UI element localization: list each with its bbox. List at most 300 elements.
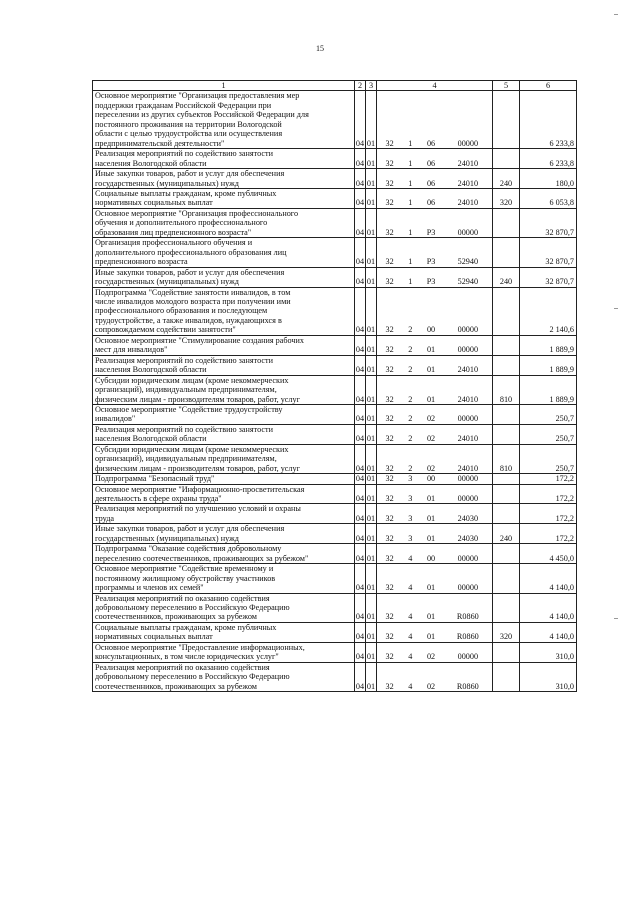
direction-code: 52940 [457, 257, 479, 267]
expense-type-code [493, 287, 520, 335]
amount: 6 233,8 [520, 91, 577, 149]
amount: 32 870,7 [520, 208, 577, 237]
amount: 180,0 [520, 169, 577, 189]
subprogram-code: 1 [408, 178, 413, 188]
subprogram-code: 1 [408, 138, 413, 148]
program-code: 32 [385, 583, 394, 593]
target-article-code [377, 662, 493, 691]
subprogram-code: 4 [408, 681, 413, 691]
event-code: 00 [426, 474, 436, 484]
target-article-code [377, 238, 493, 267]
section-code: 04 [355, 404, 366, 424]
direction-code: R0860 [456, 632, 479, 642]
program-code: 32 [385, 463, 394, 473]
description-line: числе инвалидов молодого возраста при получении ими [95, 296, 291, 306]
description-line: физическим лицам - производителям товаров, работ, услуг [95, 463, 300, 473]
program-code: 32 [385, 345, 394, 355]
program-code: 32 [385, 612, 394, 622]
target-article-code [377, 91, 493, 149]
event-code: 01 [426, 365, 436, 375]
direction-code: 24010 [457, 198, 479, 208]
table-row [93, 238, 577, 267]
description-line: Иные закупки товаров, работ и услуг для обеспечения [95, 169, 285, 179]
target-article-code [377, 524, 493, 544]
section-code: 04 [355, 524, 366, 544]
event-code: 01 [426, 533, 436, 543]
amount: 1 889,9 [520, 375, 577, 404]
row-description [93, 504, 355, 524]
amount: 6 233,8 [520, 149, 577, 169]
expense-type-code [493, 91, 520, 149]
table-row [93, 355, 577, 375]
table-row [93, 267, 577, 287]
amount: 172,2 [520, 484, 577, 504]
amount: 250,7 [520, 424, 577, 444]
target-article-code [377, 169, 493, 189]
amount: 310,0 [520, 642, 577, 662]
row-description [93, 424, 355, 444]
table-row [93, 424, 577, 444]
table-row [93, 149, 577, 169]
program-code: 32 [385, 257, 394, 267]
table-row [93, 335, 577, 355]
column-header: 2 [355, 81, 366, 91]
description-line: Иные закупки товаров, работ и услуг для обеспечения [95, 267, 285, 277]
expense-type-code [493, 238, 520, 267]
description-line: Иные закупки товаров, работ и услуг для обеспечения [95, 524, 285, 534]
expense-type-code [493, 474, 520, 484]
row-description [93, 524, 355, 544]
row-description [93, 593, 355, 622]
amount: 1 889,9 [520, 335, 577, 355]
expense-type-code: 240 [493, 169, 520, 189]
row-description [93, 404, 355, 424]
program-code: 32 [385, 138, 394, 148]
description-line: области с целью трудоустройства или осуществления [95, 129, 283, 139]
row-description [93, 544, 355, 564]
description-line: нормативных социальных выплат [95, 198, 213, 208]
section-code: 04 [355, 375, 366, 404]
subprogram-code: 2 [408, 463, 413, 473]
program-code: 32 [385, 158, 394, 168]
section-code: 04 [355, 544, 366, 564]
description-line: Подпрограмма "Содействие занятости инвалидов, в том [95, 287, 291, 297]
direction-code: 24030 [457, 513, 479, 523]
description-line: Основное мероприятие "Содействие трудоустройству [95, 404, 283, 414]
amount: 6 053,8 [520, 188, 577, 208]
target-article-code [377, 622, 493, 642]
direction-code: 24010 [457, 365, 479, 375]
description-line: государственных (муниципальных) нужд [95, 533, 239, 543]
subsection-code: 01 [366, 622, 377, 642]
table-header-row [93, 81, 577, 91]
expense-type-code: 240 [493, 524, 520, 544]
description-line: Социальные выплаты гражданам, кроме публичных [95, 188, 277, 198]
section-code: 04 [355, 335, 366, 355]
section-code: 04 [355, 238, 366, 267]
row-description [93, 91, 355, 149]
event-code: P3 [426, 257, 436, 267]
event-code: 02 [426, 434, 436, 444]
subprogram-code: 1 [408, 227, 413, 237]
description-line: нормативных социальных выплат [95, 632, 213, 642]
direction-code: 24010 [457, 178, 479, 188]
description-line: соотечественников, проживающих за рубежом [95, 612, 257, 622]
expense-type-code [493, 642, 520, 662]
description-line: постоянного проживания на территории Вологодской [95, 119, 282, 129]
target-article-code [377, 149, 493, 169]
subsection-code: 01 [366, 208, 377, 237]
amount: 250,7 [520, 444, 577, 473]
event-code: P3 [426, 277, 436, 287]
row-description [93, 642, 355, 662]
subprogram-code: 2 [408, 365, 413, 375]
subprogram-code: 4 [408, 612, 413, 622]
column-header: 6 [520, 81, 577, 91]
description-line: соотечественников, проживающих за рубежом [95, 681, 257, 691]
event-code: 01 [426, 345, 436, 355]
description-line: предпринимательской деятельности" [95, 138, 225, 148]
program-code: 32 [385, 414, 394, 424]
row-description [93, 188, 355, 208]
program-code: 32 [385, 198, 394, 208]
event-code: 02 [426, 681, 436, 691]
description-line: государственных (муниципальных) нужд [95, 277, 239, 287]
program-code: 32 [385, 474, 394, 484]
row-description [93, 238, 355, 267]
event-code: 00 [426, 553, 436, 563]
table-row [93, 622, 577, 642]
expense-type-code [493, 355, 520, 375]
table-row [93, 474, 577, 484]
description-line: дополнительного профессионального образования лиц [95, 247, 287, 257]
description-line: инвалидов" [95, 414, 136, 424]
direction-code: 00000 [457, 474, 479, 484]
program-code: 32 [385, 533, 394, 543]
table-row [93, 404, 577, 424]
subsection-code: 01 [366, 424, 377, 444]
amount: 172,2 [520, 504, 577, 524]
row-description [93, 444, 355, 473]
direction-code: 24010 [457, 434, 479, 444]
description-line: Основное мероприятие "Организация предоставления мер [95, 91, 300, 101]
program-code: 32 [385, 365, 394, 375]
subsection-code: 01 [366, 355, 377, 375]
section-code: 04 [355, 149, 366, 169]
section-code: 04 [355, 424, 366, 444]
description-line: Основное мероприятие "Стимулирование создания рабочих [95, 335, 305, 345]
direction-code: 24010 [457, 394, 479, 404]
target-article-code [377, 355, 493, 375]
description-line: Реализация мероприятий по оказанию содействия [95, 593, 270, 603]
description-line: Субсидии юридическим лицам (кроме некоммерческих [95, 375, 289, 385]
amount: 310,0 [520, 662, 577, 691]
scan-edge-mark [614, 308, 618, 309]
subprogram-code: 3 [408, 494, 413, 504]
description-line: программы и членов их семей" [95, 583, 204, 593]
amount: 4 140,0 [520, 622, 577, 642]
description-line: деятельность в сфере охраны труда" [95, 494, 222, 504]
subsection-code: 01 [366, 287, 377, 335]
subprogram-code: 2 [408, 345, 413, 355]
direction-code: R0860 [456, 681, 479, 691]
target-article-code [377, 208, 493, 237]
description-line: Субсидии юридическим лицам (кроме некоммерческих [95, 444, 289, 454]
event-code: 06 [426, 198, 436, 208]
direction-code: 24010 [457, 463, 479, 473]
amount: 2 140,6 [520, 287, 577, 335]
description-line: физическим лицам - производителям товаров, работ, услуг [95, 394, 300, 404]
subsection-code: 01 [366, 91, 377, 149]
description-line: Реализация мероприятий по улучшению условий и охраны [95, 504, 301, 514]
section-code: 04 [355, 208, 366, 237]
event-code: 01 [426, 583, 436, 593]
row-description [93, 662, 355, 691]
program-code: 32 [385, 227, 394, 237]
direction-code: 00000 [457, 227, 479, 237]
subsection-code: 01 [366, 267, 377, 287]
description-line: населения Вологодской области [95, 434, 207, 444]
table-row [93, 642, 577, 662]
description-line: Реализация мероприятий по содействию занятости [95, 424, 274, 434]
description-line: Социальные выплаты гражданам, кроме публичных [95, 622, 277, 632]
direction-code: 00000 [457, 138, 479, 148]
expense-type-code [493, 564, 520, 593]
section-code: 04 [355, 169, 366, 189]
amount: 4 140,0 [520, 593, 577, 622]
description-line: Реализация мероприятий по содействию занятости [95, 355, 274, 365]
table-row [93, 544, 577, 564]
subsection-code: 01 [366, 484, 377, 504]
description-line: переселении из других субъектов Российской Федерации для [95, 110, 309, 120]
target-article-code [377, 593, 493, 622]
direction-code: 52940 [457, 277, 479, 287]
section-code: 04 [355, 267, 366, 287]
direction-code: 00000 [457, 553, 479, 563]
description-line: консультационных, в том числе юридических услуг" [95, 652, 279, 662]
table-row [93, 484, 577, 504]
program-code: 32 [385, 394, 394, 404]
table-row [93, 564, 577, 593]
subprogram-code: 1 [408, 158, 413, 168]
subprogram-code: 4 [408, 583, 413, 593]
description-line: населения Вологодской области [95, 158, 207, 168]
program-code: 32 [385, 277, 394, 287]
description-line: сопровождаемом содействии занятости" [95, 325, 236, 335]
description-line: Подпрограмма "Оказание содействия добровольному [95, 544, 282, 554]
event-code: 02 [426, 652, 436, 662]
table-row [93, 662, 577, 691]
subsection-code: 01 [366, 544, 377, 564]
expense-type-code: 810 [493, 375, 520, 404]
subprogram-code: 1 [408, 257, 413, 267]
section-code: 04 [355, 593, 366, 622]
row-description [93, 169, 355, 189]
row-description [93, 208, 355, 237]
program-code: 32 [385, 652, 394, 662]
subprogram-code: 4 [408, 632, 413, 642]
section-code: 04 [355, 564, 366, 593]
expense-type-code [493, 662, 520, 691]
subsection-code: 01 [366, 404, 377, 424]
subsection-code: 01 [366, 335, 377, 355]
description-line: добровольному переселению в Российскую Федерацию [95, 672, 290, 682]
description-line: государственных (муниципальных) нужд [95, 178, 239, 188]
subsection-code: 01 [366, 444, 377, 473]
column-header: 3 [366, 81, 377, 91]
subprogram-code: 1 [408, 198, 413, 208]
target-article-code [377, 424, 493, 444]
description-line: организаций), индивидуальным предпринимателям, [95, 454, 277, 464]
subsection-code: 01 [366, 238, 377, 267]
row-description [93, 484, 355, 504]
event-code: 06 [426, 158, 436, 168]
program-code: 32 [385, 494, 394, 504]
target-article-code [377, 444, 493, 473]
subsection-code: 01 [366, 375, 377, 404]
expense-type-code [493, 424, 520, 444]
description-line: Основное мероприятие "Предоставление информационных, [95, 642, 305, 652]
direction-code: 00000 [457, 583, 479, 593]
table-row [93, 287, 577, 335]
description-line: труда [95, 513, 115, 523]
event-code: 06 [426, 178, 436, 188]
section-code: 04 [355, 662, 366, 691]
description-line: Основное мероприятие "Содействие временному и [95, 564, 274, 574]
target-article-code [377, 375, 493, 404]
description-line: образования лиц предпенсионного возраста" [95, 227, 252, 237]
target-article-code [377, 287, 493, 335]
table-row [93, 375, 577, 404]
amount: 250,7 [520, 404, 577, 424]
direction-code: 00000 [457, 494, 479, 504]
program-code: 32 [385, 553, 394, 563]
row-description [93, 355, 355, 375]
direction-code: 00000 [457, 345, 479, 355]
subprogram-code: 3 [408, 474, 413, 484]
expense-type-code [493, 484, 520, 504]
description-line: мест для инвалидов" [95, 345, 168, 355]
subsection-code: 01 [366, 474, 376, 484]
event-code: 01 [426, 612, 436, 622]
subprogram-code: 2 [408, 434, 413, 444]
subsection-code: 01 [366, 564, 377, 593]
direction-code: R0860 [456, 612, 479, 622]
event-code: 01 [426, 394, 436, 404]
section-code: 04 [355, 504, 366, 524]
page-number: 15 [316, 44, 324, 53]
expense-type-code [493, 404, 520, 424]
table-row [93, 188, 577, 208]
subprogram-code: 2 [408, 414, 413, 424]
direction-code: 24030 [457, 533, 479, 543]
expense-type-code [493, 593, 520, 622]
expense-type-code [493, 544, 520, 564]
event-code: P3 [426, 227, 436, 237]
direction-code: 00000 [457, 414, 479, 424]
expense-type-code [493, 335, 520, 355]
amount: 1 889,9 [520, 355, 577, 375]
row-description [93, 564, 355, 593]
amount: 172,2 [520, 524, 577, 544]
subsection-code: 01 [366, 524, 377, 544]
section-code: 04 [355, 642, 366, 662]
budget-table [92, 80, 577, 692]
description-line: предпенсионного возраста [95, 257, 188, 267]
subprogram-code: 1 [408, 277, 413, 287]
description-line: населения Вологодской области [95, 365, 207, 375]
target-article-code [377, 564, 493, 593]
subsection-code: 01 [366, 149, 377, 169]
description-line: профессионального образования и последующем [95, 306, 268, 316]
target-article-code [377, 267, 493, 287]
expense-type-code [493, 208, 520, 237]
target-article-code [377, 544, 493, 564]
row-description [93, 149, 355, 169]
table-row [93, 208, 577, 237]
target-article-code [377, 642, 493, 662]
scan-edge-mark [614, 618, 618, 619]
table-row [93, 524, 577, 544]
description-line: трудоустройстве, а также инвалидов, нуждающихся в [95, 315, 282, 325]
direction-code: 24010 [457, 158, 479, 168]
row-description [93, 267, 355, 287]
row-description [93, 287, 355, 335]
subprogram-code: 4 [408, 652, 413, 662]
description-line: обучения и дополнительного профессионального [95, 218, 268, 228]
direction-code: 00000 [457, 652, 479, 662]
subsection-code: 01 [366, 662, 377, 691]
table-row [93, 504, 577, 524]
event-code: 00 [426, 325, 436, 335]
program-code: 32 [385, 681, 394, 691]
description-line: постоянному жилищному обустройству участников [95, 573, 276, 583]
column-header: 1 [93, 81, 355, 91]
program-code: 32 [385, 178, 394, 188]
description-line: Основное мероприятие "Информационно-просветительская [95, 484, 305, 494]
table-row [93, 169, 577, 189]
target-article-code [377, 335, 493, 355]
subsection-code: 01 [366, 504, 377, 524]
subprogram-code: 2 [408, 394, 413, 404]
subsection-code: 01 [366, 642, 377, 662]
expense-type-code: 320 [493, 188, 520, 208]
section-code: 04 [355, 444, 366, 473]
amount: 4 140,0 [520, 564, 577, 593]
table-row [93, 91, 577, 149]
program-code: 32 [385, 325, 394, 335]
event-code: 02 [426, 463, 436, 473]
table-row [93, 593, 577, 622]
subprogram-code: 3 [408, 513, 413, 523]
program-code: 32 [385, 513, 394, 523]
description-line: добровольному переселению в Российскую Федерацию [95, 603, 290, 613]
direction-code: 00000 [457, 325, 479, 335]
description-line: организаций), индивидуальным предпринимателям, [95, 385, 277, 395]
expense-type-code: 240 [493, 267, 520, 287]
target-article-code [377, 474, 493, 484]
amount: 4 450,0 [520, 544, 577, 564]
program-code: 32 [385, 632, 394, 642]
expense-type-code: 810 [493, 444, 520, 473]
subprogram-code: 3 [408, 533, 413, 543]
target-article-code [377, 504, 493, 524]
section-code: 04 [355, 287, 366, 335]
event-code: 01 [426, 632, 436, 642]
description-line: Реализация мероприятий по оказанию содействия [95, 662, 270, 672]
description-line: Основное мероприятие "Организация профессионального [95, 208, 299, 218]
table-row [93, 444, 577, 473]
